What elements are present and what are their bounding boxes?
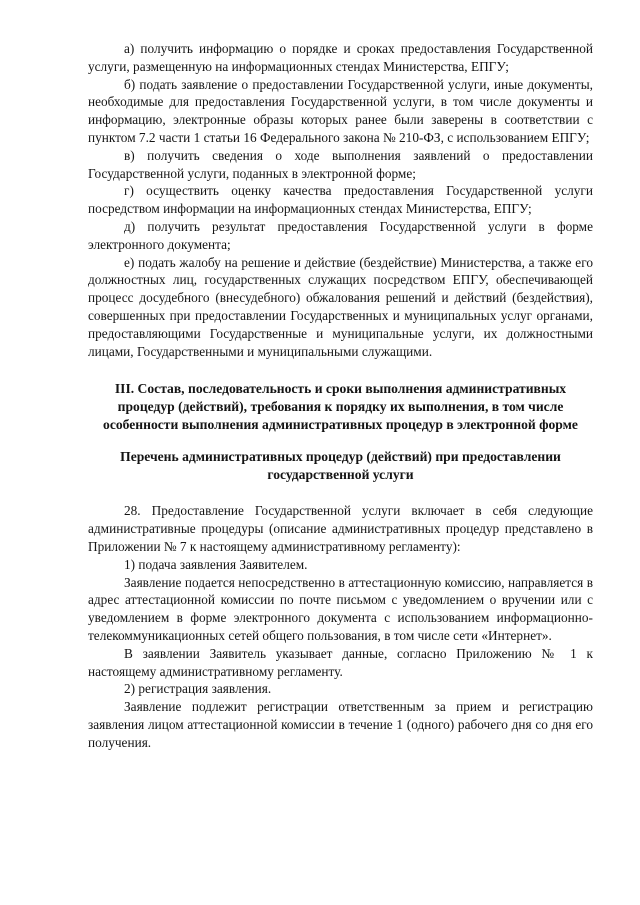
section-heading: III. Состав, последовательность и сроки выполнения административных процедур (действий), требования к порядку их выполнения, в том числе особенности выполнения административных процедур в электронной форме — [103, 381, 578, 433]
right-item-g: г) осуществить оценку качества предоставления Государственной услуги посредством информации на информационных стендах Министерства, ЕПГУ; — [88, 183, 593, 217]
procedure-item-1-data: В заявлении Заявитель указывает данные, согласно Приложению № 1 к настоящему административному регламенту. — [88, 645, 593, 679]
procedure-item-2-description: Заявление подлежит регистрации ответственным за прием и регистрацию заявления лицом аттестационной комиссии в течение 1 (одного) рабочего дня со дня его получения. — [88, 699, 593, 750]
paragraph-28: 28. Предоставление Государственной услуги включает в себя следующие административные процедуры (описание административных процедур представлено в Приложении № 7 к настоящему административному регламенту): — [88, 503, 593, 554]
right-item-b: б) подать заявление о предоставлении Государственной услуги, иные документы, необходимые для предоставления Государственной услуги, в том числе документы и информацию, электронные образы которых ранее были заверены в соответствии с пунктом 7.2 части 1 статьи 16 Федерального закона № 210-ФЗ, с использованием ЕПГУ; — [88, 76, 593, 145]
procedure-item-1: 1) подача заявления Заявителем. — [124, 556, 308, 572]
right-item-e: е) подать жалобу на решение и действие (бездействие) Министерства, а также его должностных лиц, государственных служащих посредством ЕПГУ, обеспечивающей процесс досудебного (внесудебного) обжалования решений и действий (бездействия), совершенных при предоставлении Государственных и муниципальных услуг органами, предоставляющими Государственные и муниципальные услуги, их должностными лицами, Государственными и муниципальными служащими. — [88, 254, 593, 359]
procedure-item-2: 2) регистрация заявления. — [124, 681, 272, 697]
right-item-d: д) получить результат предоставления Государственной услуги в форме электронного документа; — [88, 218, 593, 252]
procedure-item-1-description: Заявление подается непосредственно в аттестационную комиссию, направляется в адрес аттестационной комиссии по почте письмом с уведомлением о вручении или с уведомлением в форме электронного документа с использованием информационно-телекоммуникационных сетей общего пользования, в том числе сети «Интернет». — [88, 574, 593, 643]
subsection-heading: Перечень административных процедур (действий) при предоставлении государственной услуги — [120, 449, 561, 483]
right-item-v: в) получить сведения о ходе выполнения заявлений о предоставлении Государственной услуги, поданных в электронной форме; — [88, 147, 593, 181]
document-page — [88, 40, 593, 752]
right-item-a: а) получить информацию о порядке и сроках предоставления Государственной услуги, размещенную на информационных стендах Министерства, ЕПГУ; — [88, 41, 593, 74]
